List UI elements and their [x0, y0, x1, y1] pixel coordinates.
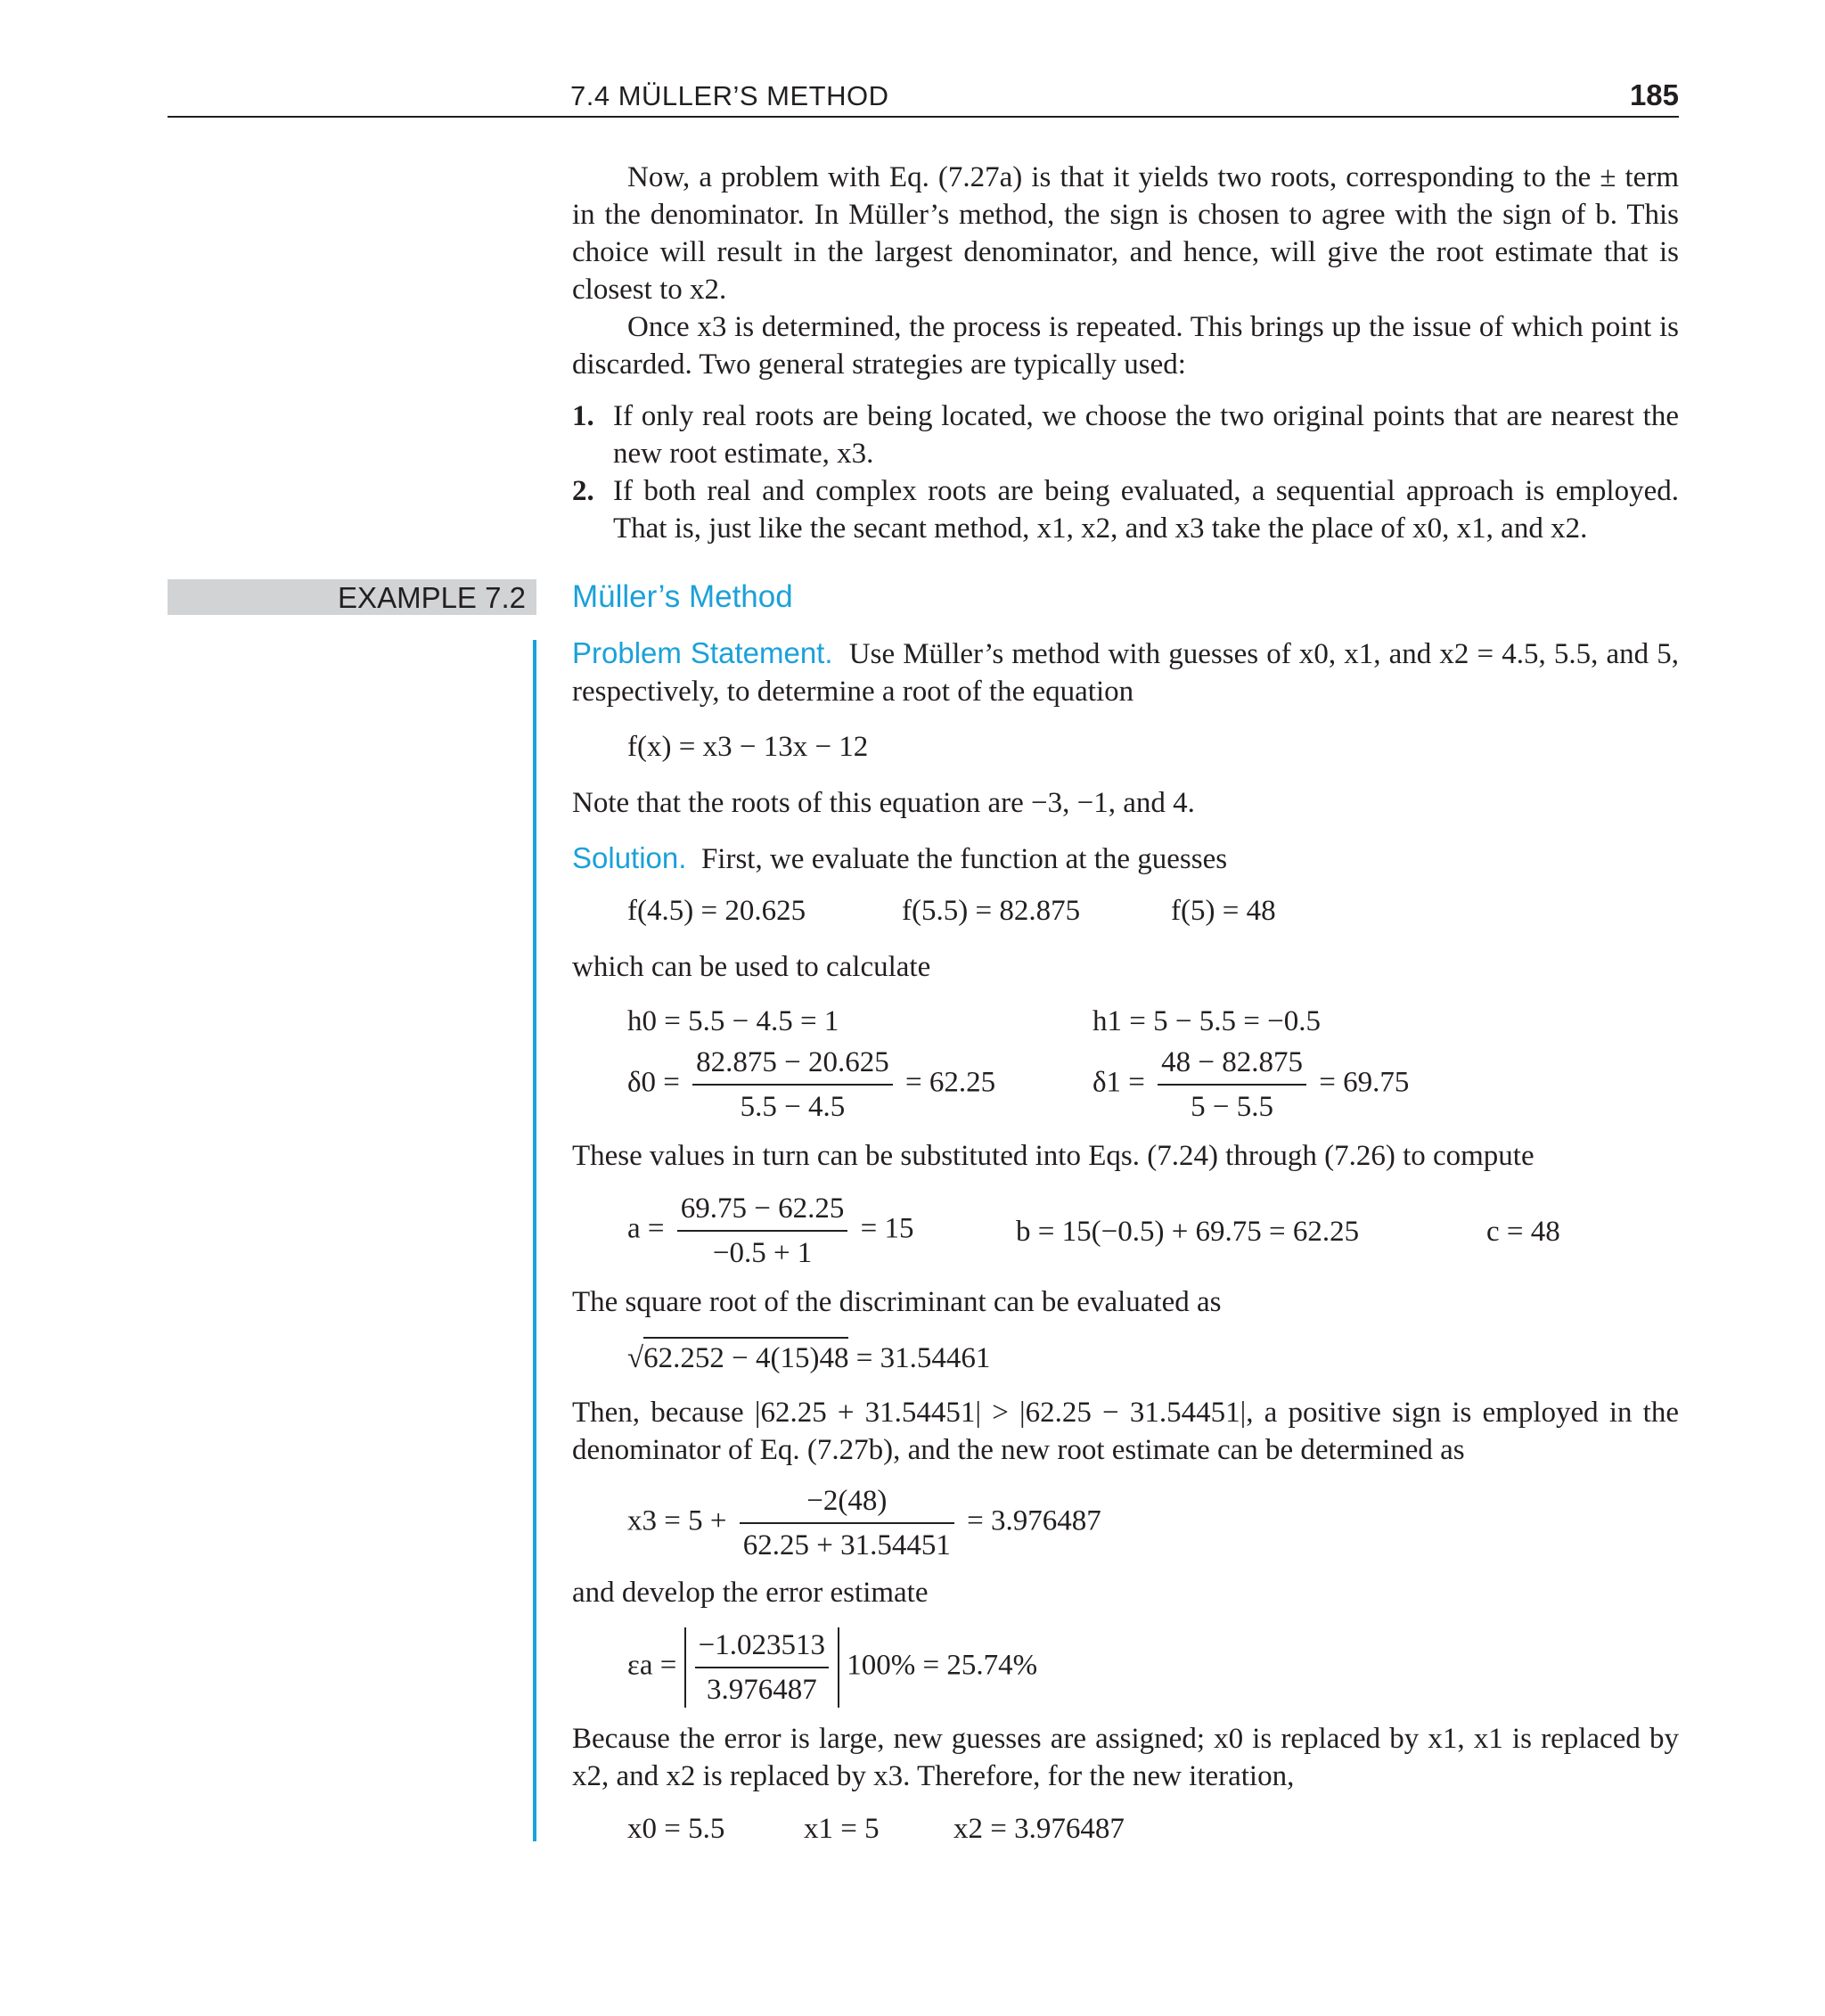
equation-lhs: εa = [627, 1649, 677, 1682]
square-root: √62.252 − 4(15)48 [627, 1337, 848, 1376]
denominator: 5 − 5.5 [1191, 1091, 1274, 1123]
running-header: 7.4 MÜLLER’S METHOD [570, 80, 889, 111]
header-rule [168, 116, 1679, 118]
discriminant-equation [627, 1337, 990, 1376]
radicand: 62.252 − 4(15)48 [643, 1337, 848, 1376]
f-value: f(5.5) = 82.875 [902, 895, 1081, 927]
equation-lhs: a = [627, 1212, 665, 1245]
numerator: −2(48) [740, 1483, 954, 1524]
solution-heading: Solution. [572, 841, 687, 874]
absolute-value [684, 1627, 839, 1708]
fraction [695, 1627, 829, 1708]
c-equation: c = 48 [1486, 1216, 1560, 1248]
paragraph: Now, a problem with Eq. (7.27a) is that it yields two roots, corresponding to the ± term in the denominator. In Müller’s method, the sign is chosen to agree with the sign of b. This choice will result in the largest denominator, and hence, will give the root estimate that is closest to x2. [572, 161, 1679, 306]
intro-text [572, 159, 1679, 383]
example-title: Müller’s Method [572, 579, 793, 614]
example-label: EXAMPLE 7.2 [338, 581, 526, 614]
numerator: −1.023513 [695, 1627, 829, 1668]
equation-lhs: x3 = 5 + [627, 1504, 727, 1537]
function-equation: f(x) = x3 − 13x − 12 [627, 731, 869, 763]
numerator: 48 − 82.875 [1158, 1045, 1306, 1086]
new-guess: x2 = 3.976487 [953, 1813, 1125, 1845]
problem-statement [572, 635, 1679, 710]
list-text: If only real roots are being located, we choose the two original points that are nearest the new root estimate, x3. [613, 400, 1679, 470]
error-text: and develop the error estimate [572, 1577, 929, 1609]
numerator: 82.875 − 20.625 [692, 1045, 893, 1086]
list-number: 1. [572, 400, 594, 432]
paragraph: Then, because |62.25 + 31.54451| > |62.25 − 31.54451|, a positive sign is employed in the denominator of Eq. (7.27b), and the new root estimate can be determined as [572, 1397, 1679, 1466]
paragraph: Once x3 is determined, the process is repeated. This brings up the issue of which point is discarded. Two general strategies are typically used: [572, 311, 1679, 381]
list-item [572, 397, 1679, 472]
fraction [1158, 1045, 1306, 1125]
solution-text: First, we evaluate the function at the guesses [700, 843, 1228, 875]
example-margin-line [533, 640, 536, 1841]
error-equation [627, 1627, 1037, 1708]
equation-rhs: = 69.75 [1319, 1066, 1410, 1099]
h1-equation: h1 = 5 − 5.5 = −0.5 [1093, 1005, 1321, 1037]
equation-rhs: = 15 [860, 1212, 914, 1245]
delta0-equation [627, 1045, 995, 1125]
fraction [692, 1045, 893, 1125]
list-text: If both real and complex roots are being evaluated, a sequential approach is employed. That is, just like the secant method, x1, x2, and x3 take the place of x0, x1, and x2. [613, 475, 1679, 545]
problem-text: Use Müller’s method with guesses of x0, x1, and x2 = 4.5, 5.5, and 5, respectively, to determine a root of the equation [572, 638, 1679, 708]
equation-lhs: δ1 = [1093, 1066, 1145, 1099]
equation-lhs: δ0 = [627, 1066, 680, 1099]
list-number: 2. [572, 475, 594, 507]
denominator: 62.25 + 31.54451 [742, 1529, 951, 1561]
calc-intro: which can be used to calculate [572, 951, 931, 983]
equation-rhs: = 62.25 [905, 1066, 996, 1099]
denominator: −0.5 + 1 [712, 1237, 813, 1269]
f-value: f(4.5) = 20.625 [627, 895, 806, 927]
sign-text [572, 1394, 1679, 1469]
new-guess: x1 = 5 [804, 1813, 880, 1845]
equation-rhs: = 3.976487 [967, 1504, 1101, 1537]
list-item [572, 472, 1679, 547]
solution-intro [572, 840, 1679, 878]
b-equation: b = 15(−0.5) + 69.75 = 62.25 [1016, 1216, 1360, 1248]
discriminant-text: The square root of the discriminant can be evaluated as [572, 1286, 1222, 1318]
substitute-text: These values in turn can be substituted into Eqs. (7.24) through (7.26) to compute [572, 1140, 1534, 1172]
problem-heading: Problem Statement. [572, 636, 833, 669]
paragraph: Because the error is large, new guesses are assigned; x0 is replaced by x1, x1 is replaced by x2, and x2 is replaced by x3. Therefore, for the new iteration, [572, 1723, 1679, 1792]
denominator: 5.5 − 4.5 [740, 1091, 846, 1123]
fraction [677, 1191, 848, 1271]
delta1-equation [1093, 1045, 1409, 1125]
h0-equation: h0 = 5.5 − 4.5 = 1 [627, 1005, 839, 1037]
x3-equation [627, 1483, 1101, 1563]
fraction [740, 1483, 954, 1563]
equation-rhs: = 31.54461 [855, 1342, 991, 1374]
page-number: 185 [1629, 78, 1679, 111]
conclusion-text [572, 1720, 1679, 1795]
strategy-list [572, 397, 1679, 547]
denominator: 3.976487 [706, 1674, 817, 1706]
f-value: f(5) = 48 [1171, 895, 1276, 927]
a-equation [627, 1191, 914, 1271]
roots-note: Note that the roots of this equation are −3, −1, and 4. [572, 787, 1195, 819]
numerator: 69.75 − 62.25 [677, 1191, 848, 1232]
new-guess: x0 = 5.5 [627, 1813, 725, 1845]
equation-rhs: 100% = 25.74% [847, 1649, 1038, 1682]
